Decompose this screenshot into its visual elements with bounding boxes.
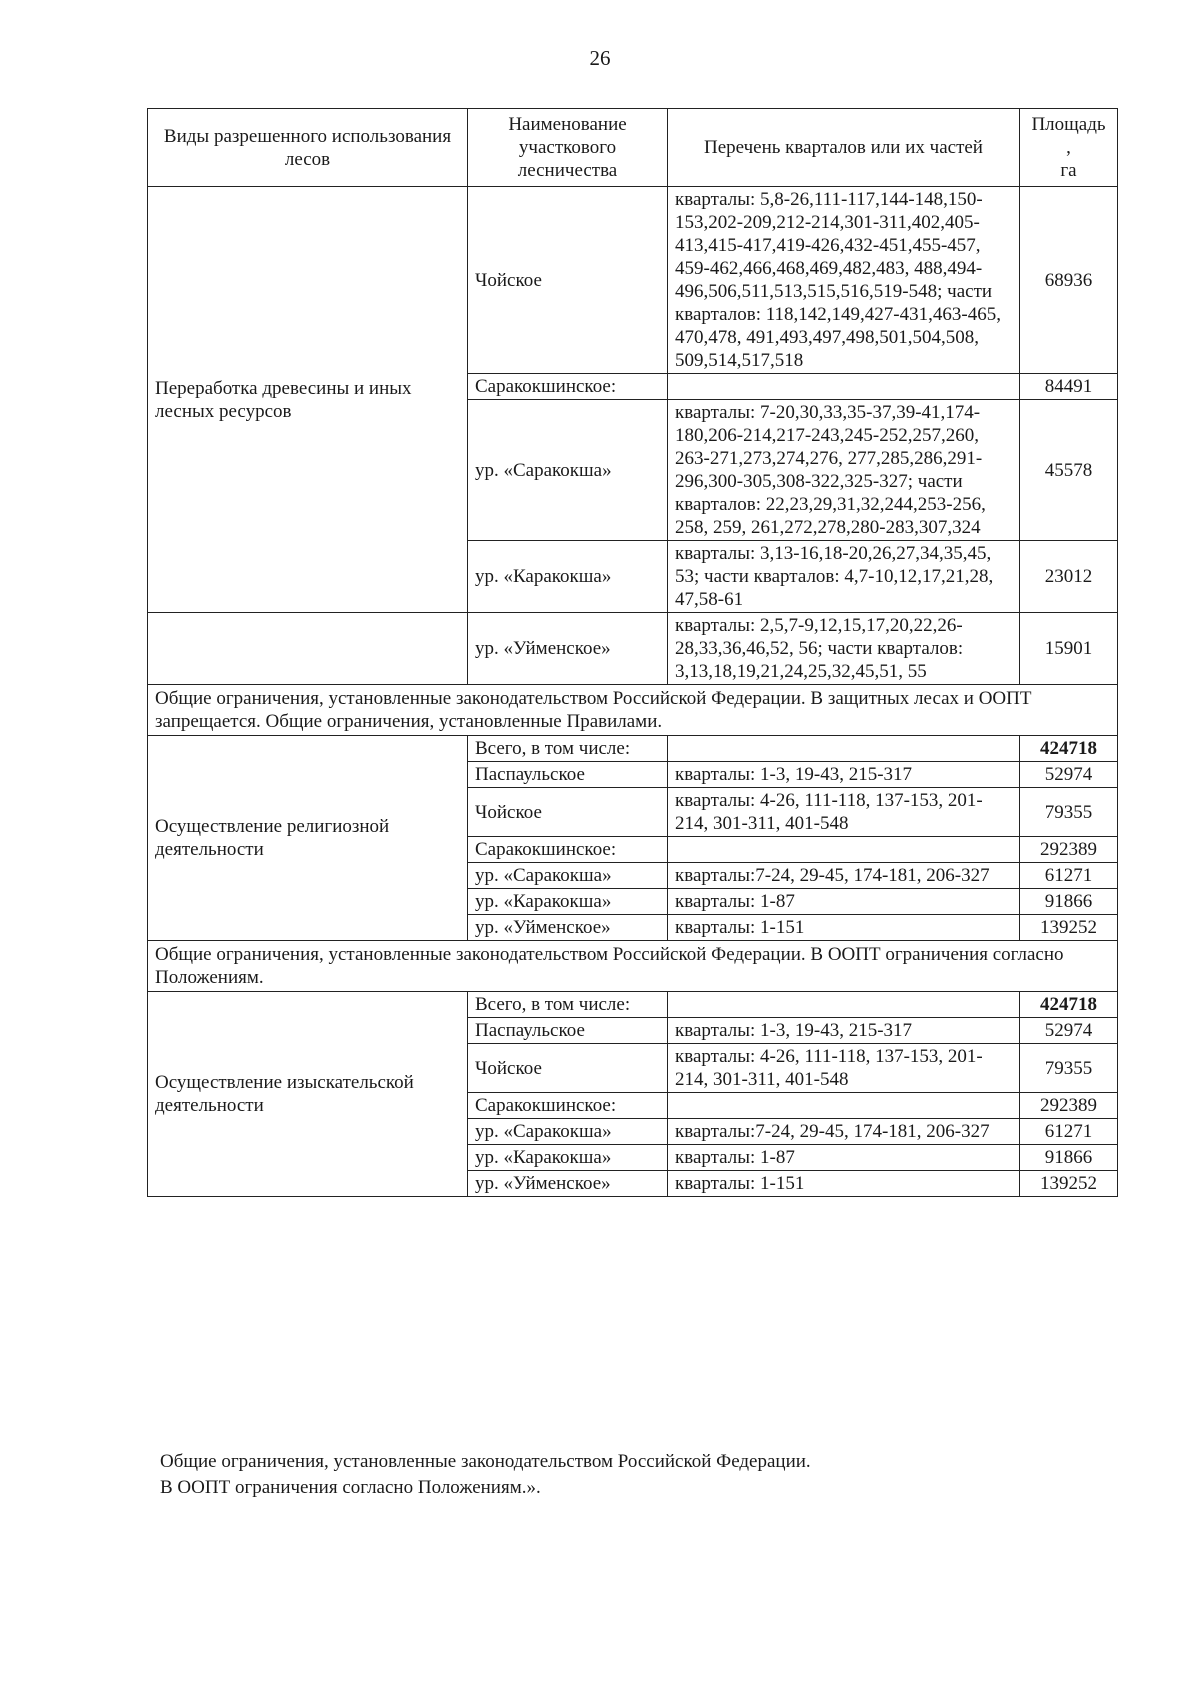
forest-use-table	[147, 108, 1118, 1197]
area-cell: 91866	[1020, 1145, 1118, 1171]
restrictions-row	[148, 685, 1118, 736]
forestry-cell: Чойское	[468, 788, 668, 837]
area-cell: 68936	[1020, 187, 1118, 374]
quarters-cell: кварталы: 1-87	[668, 889, 1020, 915]
forestry-cell: ур. «Саракокша»	[468, 863, 668, 889]
area-cell: 84491	[1020, 374, 1118, 400]
quarters-cell: кварталы:7-24, 29-45, 174-181, 206-327	[668, 863, 1020, 889]
restrictions-note: Общие ограничения, установленные законодательством Российской Федерации. В защитных лесах и ООПТ запрещается. Общие ограничения, установленные Правилами.	[148, 685, 1118, 736]
area-cell: 424718	[1020, 992, 1118, 1018]
area-cell: 52974	[1020, 762, 1118, 788]
use-type-cell: Переработка древесины и иных лесных ресурсов	[148, 187, 468, 613]
quarters-cell: кварталы: 3,13-16,18-20,26,27,34,35,45, 53; части кварталов: 4,7-10,12,17,21,28, 47,58-61	[668, 541, 1020, 613]
forestry-cell: ур. «Уйменское»	[468, 1171, 668, 1197]
forestry-cell: ур. «Уйменское»	[468, 915, 668, 941]
header-area	[1020, 109, 1118, 187]
quarters-cell: кварталы: 7-20,30,33,35-37,39-41,174-180,206-214,217-243,245-252,257,260, 263-271,273,274,276, 277,285,286,291-296,300-305,308-322,325-327; части кварталов: 22,23,29,31,32,244,253-256, 258, 259, 261,272,278,280-283,307,324	[668, 400, 1020, 541]
area-cell: 139252	[1020, 1171, 1118, 1197]
header-area-line1: Площадь	[1031, 114, 1106, 135]
table-row	[148, 992, 1118, 1018]
quarters-cell	[668, 374, 1020, 400]
area-cell: 91866	[1020, 889, 1118, 915]
area-cell: 139252	[1020, 915, 1118, 941]
use-type-cell: Осуществление изыскательской деятельности	[148, 992, 468, 1197]
forestry-cell: ур. «Саракокша»	[468, 1119, 668, 1145]
area-cell: 23012	[1020, 541, 1118, 613]
quarters-cell: кварталы: 4-26, 111-118, 137-153, 201-214, 301-311, 401-548	[668, 788, 1020, 837]
area-cell: 15901	[1020, 613, 1118, 685]
quarters-cell	[668, 736, 1020, 762]
forestry-cell: ур. «Каракокша»	[468, 541, 668, 613]
footer-line1: Общие ограничения, установленные законодательством Российской Федерации.	[160, 1451, 811, 1472]
table-row	[148, 736, 1118, 762]
area-cell: 79355	[1020, 788, 1118, 837]
area-cell: 79355	[1020, 1044, 1118, 1093]
area-cell: 292389	[1020, 1093, 1118, 1119]
area-cell: 52974	[1020, 1018, 1118, 1044]
quarters-cell: кварталы: 4-26, 111-118, 137-153, 201-214, 301-311, 401-548	[668, 1044, 1020, 1093]
area-cell: 45578	[1020, 400, 1118, 541]
quarters-cell: кварталы:7-24, 29-45, 174-181, 206-327	[668, 1119, 1020, 1145]
restrictions-row	[148, 941, 1118, 992]
quarters-cell	[668, 1093, 1020, 1119]
quarters-cell: кварталы: 2,5,7-9,12,15,17,20,22,26-28,33,36,46,52, 56; части кварталов: 3,13,18,19,21,24,25,32,45,51, 55	[668, 613, 1020, 685]
forestry-cell: ур. «Каракокша»	[468, 889, 668, 915]
forestry-cell: Саракокшинское:	[468, 1093, 668, 1119]
area-cell: 292389	[1020, 837, 1118, 863]
quarters-cell: кварталы: 1-3, 19-43, 215-317	[668, 762, 1020, 788]
forestry-cell: Всего, в том числе:	[468, 736, 668, 762]
table-header-row	[148, 109, 1118, 187]
footer-note	[160, 1449, 1120, 1501]
forestry-cell: Чойское	[468, 187, 668, 374]
use-type-cell-empty	[148, 613, 468, 685]
header-quarters: Перечень кварталов или их частей	[668, 109, 1020, 187]
table-row	[148, 187, 1118, 374]
header-forestry: Наименование участкового лесничества	[468, 109, 668, 187]
forestry-cell: ур. «Саракокша»	[468, 400, 668, 541]
forestry-cell: Паспаульское	[468, 1018, 668, 1044]
forestry-cell: Всего, в том числе:	[468, 992, 668, 1018]
use-type-cell: Осуществление религиозной деятельности	[148, 736, 468, 941]
quarters-cell: кварталы: 1-3, 19-43, 215-317	[668, 1018, 1020, 1044]
forestry-cell: Паспаульское	[468, 762, 668, 788]
forestry-cell: Саракокшинское:	[468, 837, 668, 863]
header-area-line3: га	[1060, 160, 1077, 181]
forestry-cell: ур. «Каракокша»	[468, 1145, 668, 1171]
quarters-cell	[668, 992, 1020, 1018]
area-cell: 61271	[1020, 863, 1118, 889]
table-row	[148, 613, 1118, 685]
quarters-cell: кварталы: 1-151	[668, 915, 1020, 941]
forestry-cell: ур. «Уйменское»	[468, 613, 668, 685]
page-number: 26	[589, 46, 611, 70]
header-area-line2: ,	[1066, 137, 1071, 158]
area-cell: 424718	[1020, 736, 1118, 762]
forestry-cell: Чойское	[468, 1044, 668, 1093]
footer-line2: В ООПТ ограничения согласно Положениям.».	[160, 1477, 541, 1498]
forestry-cell: Саракокшинское:	[468, 374, 668, 400]
restrictions-note: Общие ограничения, установленные законодательством Российской Федерации. В ООПТ ограничения согласно Положениям.	[148, 941, 1118, 992]
quarters-cell: кварталы: 1-87	[668, 1145, 1020, 1171]
quarters-cell: кварталы: 5,8-26,111-117,144-148,150-153,202-209,212-214,301-311,402,405-413,415-417,419-426,432-451,455-457, 459-462,466,468,469,482,483, 488,494-496,506,511,513,515,516,519-548; части кварталов: 118,142,149,427-431,463-465, 470,478, 491,493,497,498,501,504,508, 509,514,517,518	[668, 187, 1020, 374]
header-use-type: Виды разрешенного использования лесов	[148, 109, 468, 187]
quarters-cell: кварталы: 1-151	[668, 1171, 1020, 1197]
quarters-cell	[668, 837, 1020, 863]
area-cell: 61271	[1020, 1119, 1118, 1145]
